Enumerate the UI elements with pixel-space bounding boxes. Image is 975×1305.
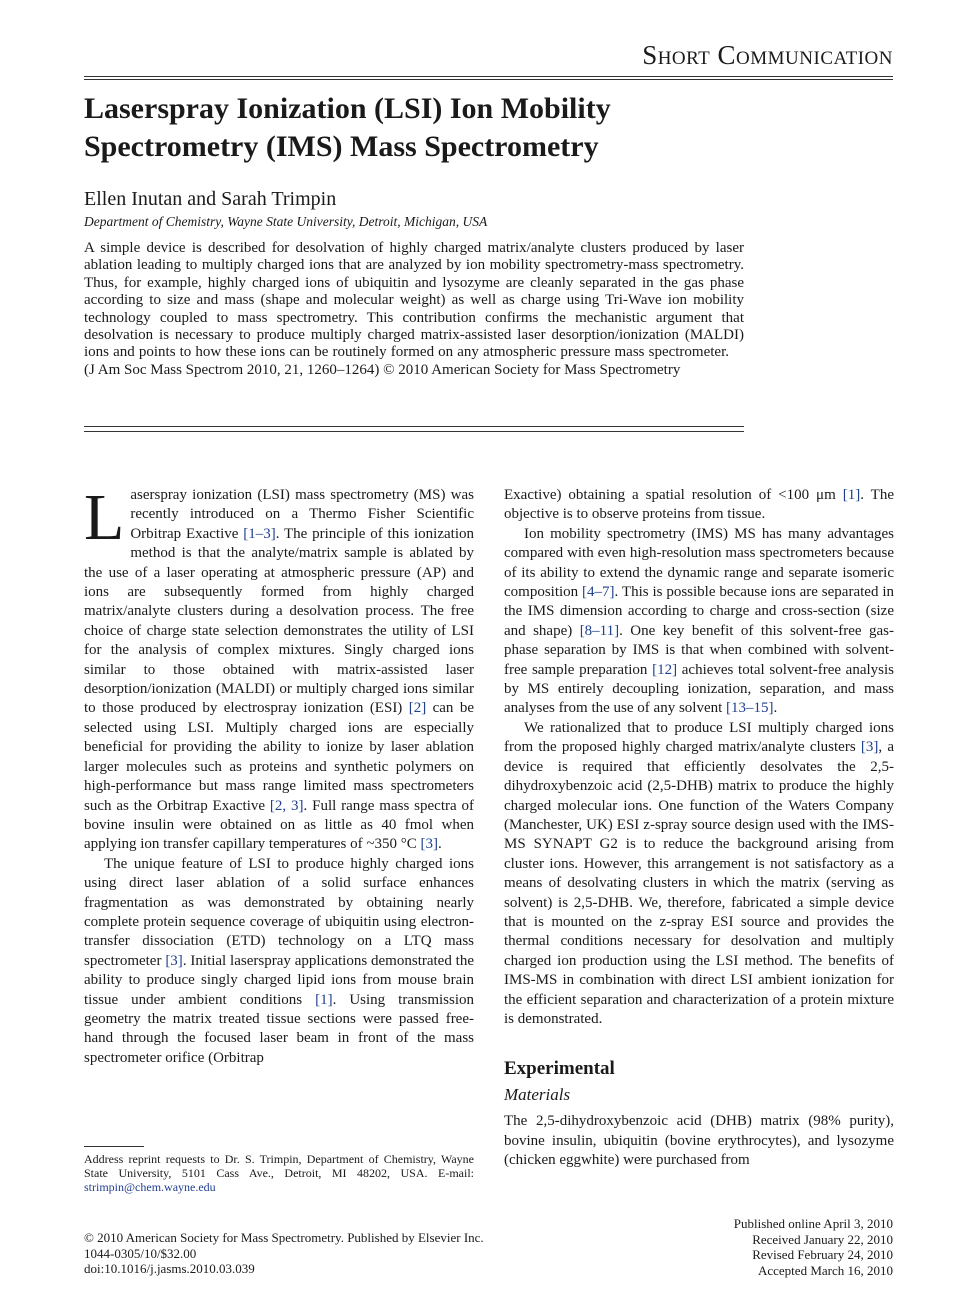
citation-link[interactable]: [13–15] [726, 700, 774, 717]
author-list: Ellen Inutan and Sarah Trimpin [84, 188, 337, 210]
text-span: Ion mobility spectrometry (IMS) MS has many advantages compared with even high-resolution mass spectrometers because of its ability to extend the dynamic range and separate isomeric composition [504, 525, 894, 601]
citation-link[interactable]: [2] [408, 700, 427, 717]
text-span: . [773, 700, 778, 717]
left-column [84, 481, 474, 1068]
citation-link[interactable]: [3] [420, 836, 439, 853]
intro-paragraph-3 [504, 486, 894, 525]
affiliation: Department of Chemistry, Wayne State University, Detroit, Michigan, USA [84, 214, 488, 229]
accepted-date: Accepted March 16, 2010 [757, 1262, 893, 1278]
citation-link[interactable]: [1] [315, 991, 333, 1008]
citation-link[interactable]: [3] [165, 952, 183, 969]
text-span: . The principle of this ionization method is that the analyte/matrix sample is ablated by the use of a laser operating at atmospheric pressure (AP) and ions are subsequently formed from highly charged matrix/analyte clusters during a desolvation process. The free choice of charge state selection demonstrates the utility of LSI for the analysis of complex mixtures. Singly charged ions similar to those obtained with matrix-assisted laser desorption/ionization (MALDI) or multiply charged ions similar to those produced by electrospray ionization (ESI) [84, 525, 474, 717]
abstract-rule-second [84, 431, 744, 432]
issn-price: 1044-0305/10/$32.00 [84, 1245, 197, 1261]
subsection-heading-materials: Materials [504, 1084, 571, 1104]
email-link[interactable]: strimpin@chem.wayne.edu [84, 1180, 216, 1194]
article-title: Laserspray Ionization (LSI) Ion Mobility Spectrometry (IMS) Mass Spectrometry [84, 92, 611, 163]
intro-paragraph-5 [504, 719, 894, 1030]
intro-paragraph-4 [504, 525, 894, 719]
text-span: We rationalized that to produce LSI multiply charged ions from the proposed highly charged matrix/analyte clusters [504, 719, 894, 756]
text-span: aserspray ionization (LSI) mass spectrometry (MS) was recently introduced on a Thermo Fisher Scientific Orbitrap Exactive [130, 487, 474, 542]
copyright-line: © 2010 American Society for Mass Spectrometry. Published by Elsevier Inc. [84, 1230, 484, 1245]
abstract: A simple device is described for desolvation of highly charged matrix/analyte clusters produced by laser ablation leading to multiply charged ions that are analyzed by ion mobility spectrometry-mass spectrometry. Thus, for example, highly charged ions of ubiquitin and lysozyme are cleanly separated in the gas phase according to size and mass (shape and molecular weight) as well as charge using Tri-Wave ion mobility technology coupled to mass spectrometry. This contribution confirms the mechanistic argument that desolvation is necessary to produce multiply charged matrix-assisted laser desorption/ionization (MALDI) ions and points to how these ions can be routinely formed on any atmospheric pressure mass spectrometer. (J Am Soc Mass Spectrom 2010, 21, 1260–1264) © 2010 American Society for Mass Spectrometry [84, 240, 744, 378]
section-heading-experimental: Experimental [504, 1058, 615, 1080]
citation-link[interactable]: [3] [860, 739, 879, 756]
section-label: Short Communication [642, 40, 893, 70]
citation-link[interactable]: [1] [842, 487, 861, 503]
abstract-rule [84, 426, 744, 427]
revised-date: Revised February 24, 2010 [752, 1247, 893, 1262]
text-span: . The objective is to observe proteins from tissue. [504, 487, 894, 523]
received-date: Received January 22, 2010 [752, 1231, 893, 1247]
text-span: Exactive) obtaining a spatial resolution of <100 μm [504, 487, 843, 503]
citation-link[interactable]: [2, 3] [269, 797, 304, 814]
text-span: . [438, 836, 442, 853]
footnote-text: Address reprint requests to Dr. S. Trimpin, Department of Chemistry, Wayne State University, 5101 Cass Ave., Detroit, MI 48202, USA. E-mail: [84, 1152, 474, 1180]
citation-link[interactable]: [8–11] [579, 622, 620, 639]
footnote-rule [84, 1146, 144, 1147]
text-span: . Using transmission geometry the matrix treated tissue sections were passed free-hand through the focused laser beam in front of the mass spectrometer orifice (Orbitrap [84, 991, 474, 1066]
right-column [504, 486, 894, 1170]
correspondence-footnote [84, 1152, 474, 1194]
materials-paragraph: The 2,5-dihydroxybenzoic acid (DHB) matrix (98% purity), bovine insulin, ubiquitin (bovine erythrocytes), and lysozyme (chicken eggwhite) were purchased from [504, 1113, 894, 1168]
citation-link[interactable]: [4–7] [582, 584, 615, 601]
text-span: . Initial laserspray applications demonstrated the ability to produce singly charged lipid ions from mouse brain tissue under ambient conditions [84, 952, 474, 1008]
text-span: can be selected using LSI. Multiply charged ions are especially beneficial for providing the ability to ionize by laser ablation larger molecules such as proteins and synthetic polymers on high-performance but mass range limited mass spectrometers such as the Orbitrap Exactive [84, 700, 474, 814]
text-span: The unique feature of LSI to produce highly charged ions using direct laser ablation of a solid surface enhances fragmentation as was demonstrated by obtaining nearly complete protein sequence coverage of ubiquitin using electron-transfer dissociation (ETD) technology on a LTQ mass spectrometer [84, 855, 474, 969]
citation-link[interactable]: [12] [652, 661, 678, 678]
text-span: , a device is required that efficiently desolvates the 2,5-dihydroxybenzoic acid (2,5-DHB) matrix to produce the highly charged molecular ions. One function of the Waters Company (Manchester, UK) ESI z-spray source design used with the IMS-MS SYNAPT G2 is to reduce the background arising from cluster ions. However, this arrangement is not satisfactory as a means of desolvating clusters in which the matrix (serving as solvent) is 2,5-DHB. We, therefore, fabricated a simple device that is mounted on the z-spray ESI source and provides the thermal conditions necessary for desolvation and multiply charged ion production using the LSI method. The benefits of IMS-MS in combination with direct LSI ambient ionization for the efficient separation and characterization of a protein mixture is demonstrated. [504, 739, 894, 1027]
article-dates [734, 1216, 893, 1278]
intro-paragraph-1 [84, 481, 474, 855]
text-span: . Full range mass spectra of bovine insulin were obtained on as little as 40 fmol when applying ion transfer capillary temperatures of ~350 °C [84, 797, 474, 853]
drop-cap: L [84, 481, 125, 554]
published-date: Published online April 3, 2010 [733, 1216, 893, 1231]
intro-paragraph-2 [84, 855, 474, 1068]
citation-link[interactable]: [1–3] [243, 525, 276, 542]
header-rule-second [84, 79, 893, 80]
copyright-block [84, 1230, 484, 1277]
header-rule [84, 76, 893, 77]
text-span: . This is possible because ions are separated in the IMS dimension according to charge and cross-section (size and shape) [504, 584, 894, 639]
doi[interactable]: doi:10.1016/j.jasms.2010.03.039 [84, 1261, 255, 1276]
text-span: . One key benefit of this solvent-free gas-phase separation by IMS is that when combined with solvent-free sample preparation [504, 622, 894, 678]
text-span: achieves total solvent-free analysis by MS entirely decoupling ionization, separation, and mass analyses from the use of any solvent [504, 661, 894, 717]
